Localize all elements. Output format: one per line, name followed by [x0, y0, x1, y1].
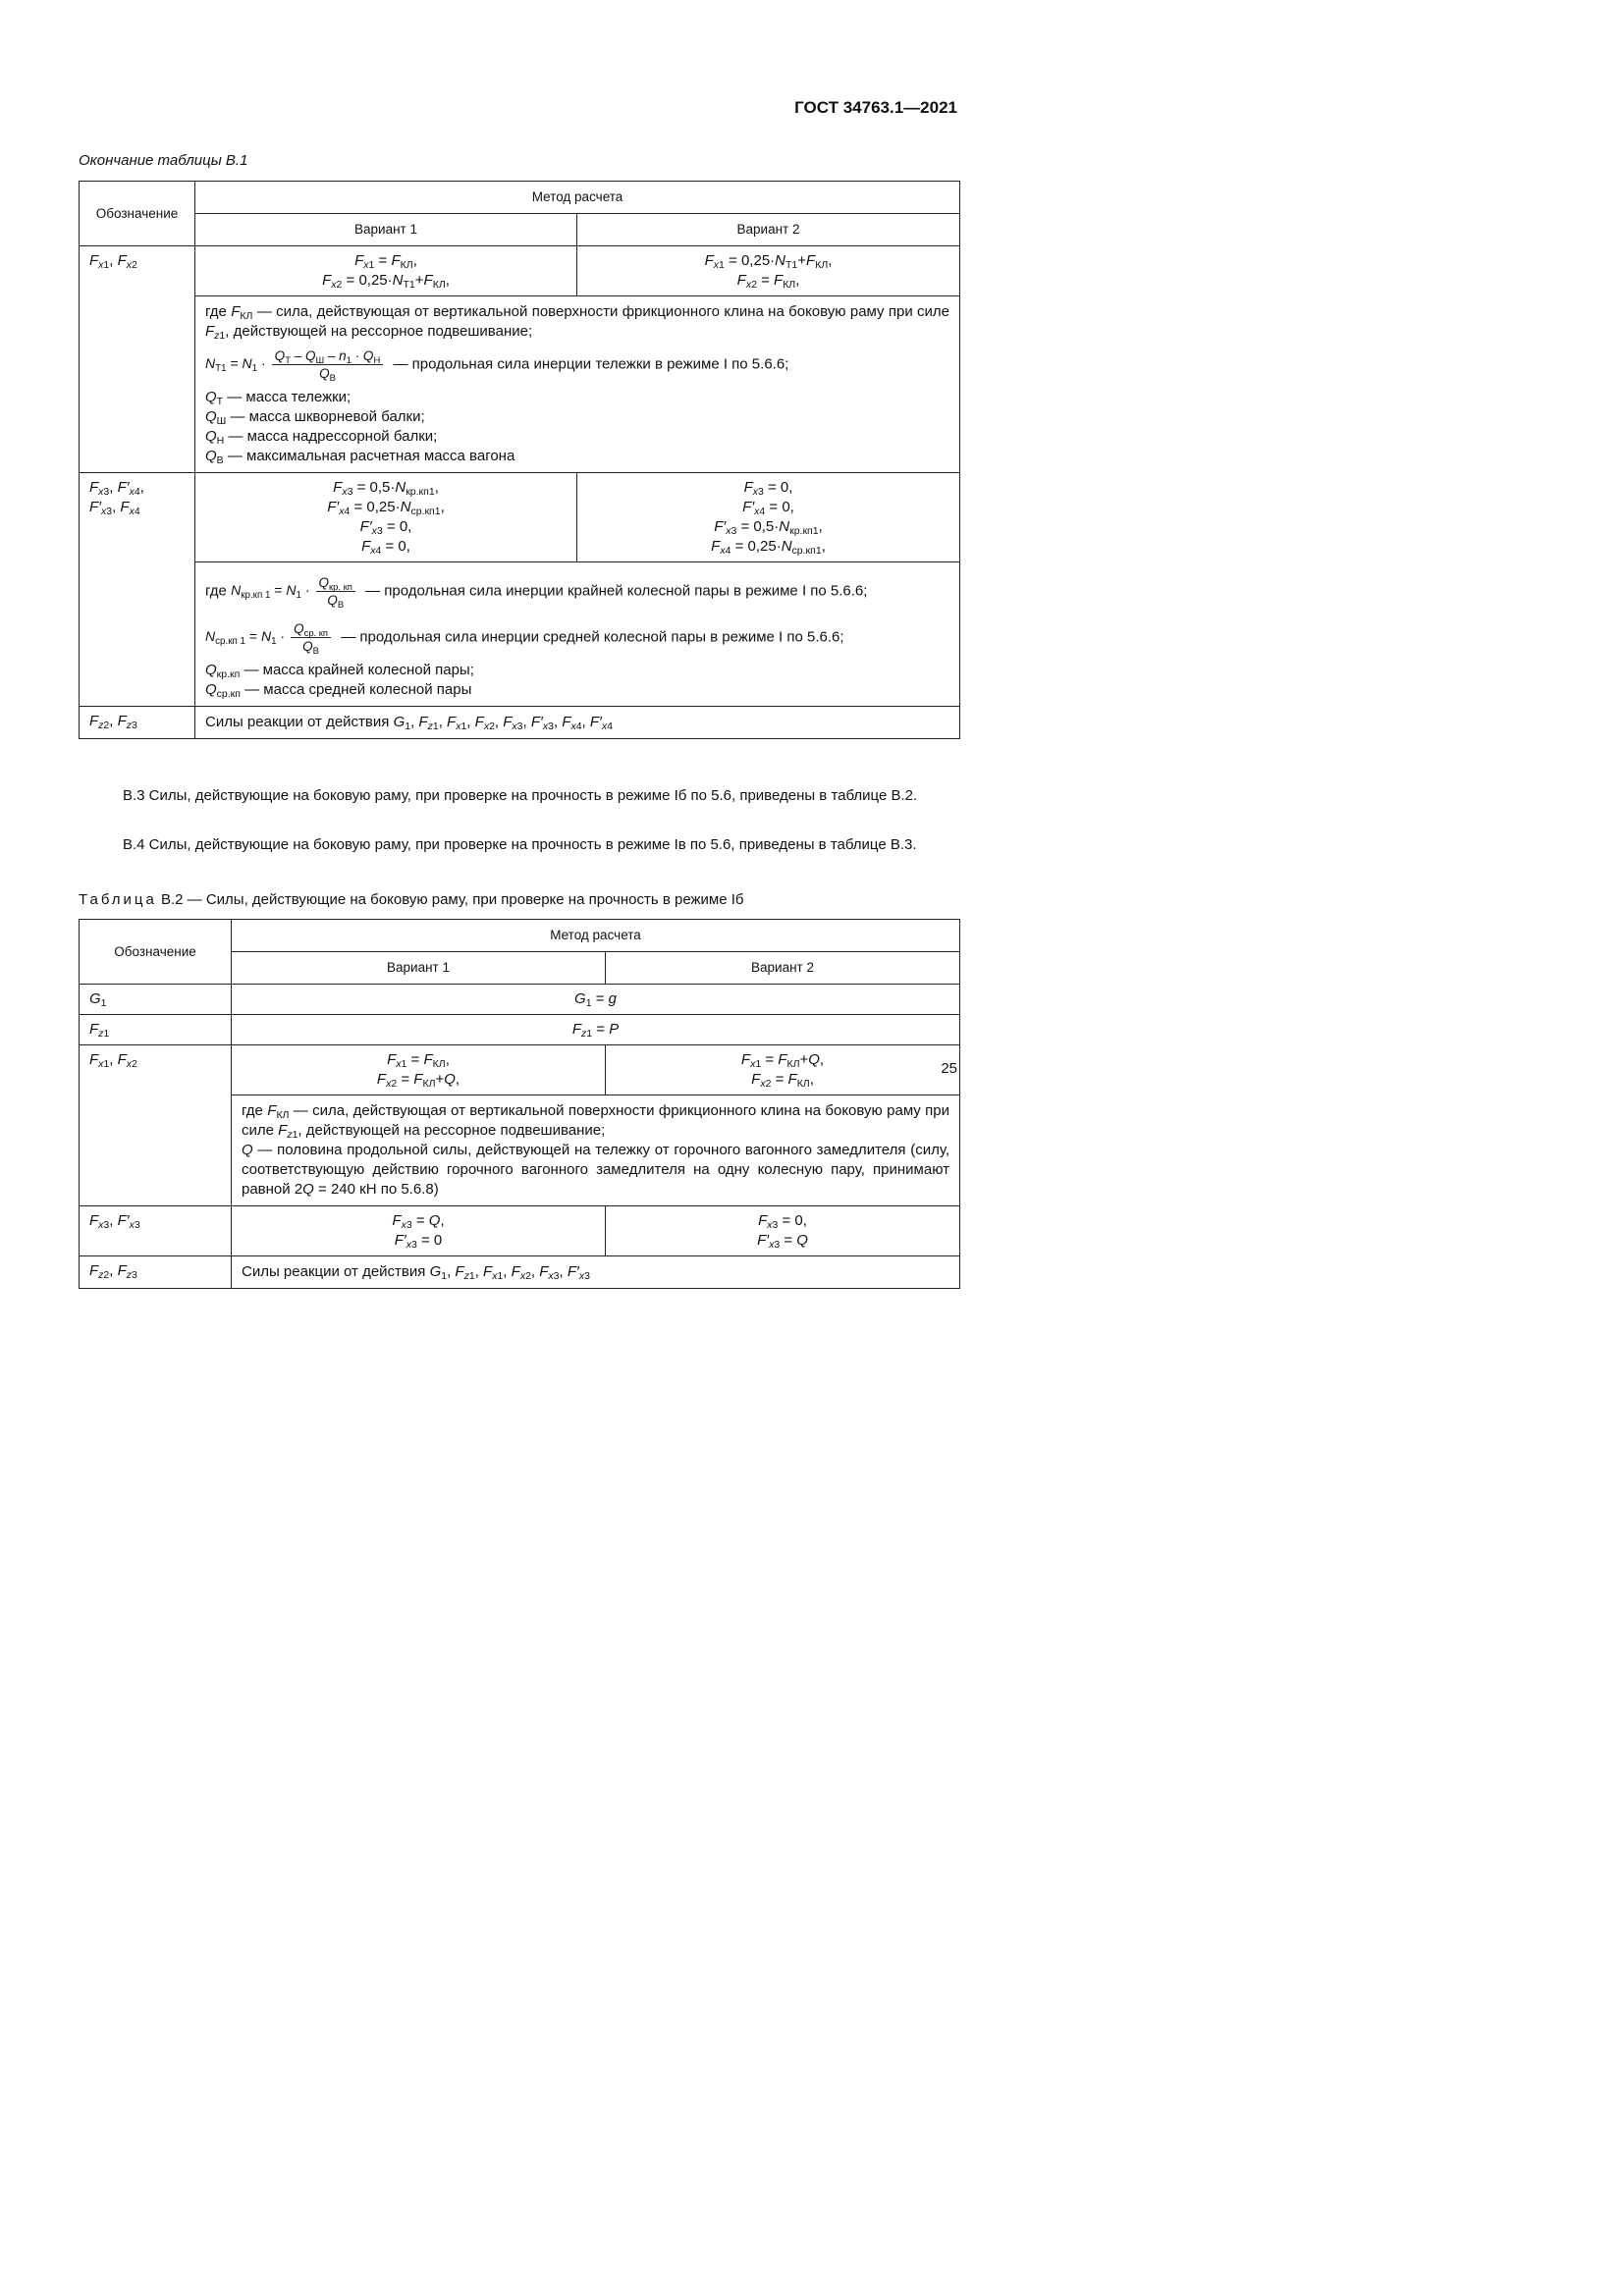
note-fz1-tail: , действующей на рессорное подвешивание;	[298, 1122, 606, 1139]
col-variant1-header: Вариант 1	[232, 952, 606, 985]
designation-cell: $G_1$	[80, 985, 232, 1015]
col-variant2-header: Вариант 2	[606, 952, 960, 985]
note-nt1-desc: — продольная сила инерции тележки в режиме I по 5.6.6;	[393, 355, 789, 373]
variant2-formula: $F_{x1} = F_{КЛ}+Q$, $F_{x2} = F_{КЛ}$,	[606, 1045, 960, 1095]
variant2-formula: $F_{x1} = 0,25\cdot N_{Т1}+F_{КЛ}$, $F_{x2} = F_{КЛ}$,	[577, 246, 960, 296]
table-row	[80, 1206, 960, 1256]
col-variant1-header: Вариант 1	[195, 214, 577, 246]
designation-cell: $F_{z2}$, $F_{z3}$	[80, 707, 195, 739]
table-row	[80, 296, 960, 473]
note-qkr: — масса крайней колесной пары;	[240, 662, 474, 678]
paragraph-b3: В.3 Силы, действующие на боковую раму, при проверке на прочность в режиме Iб по 5.6, приведены в таблице В.2.	[123, 787, 918, 804]
formula-cell: $G_1 = g$	[232, 985, 960, 1015]
note-q-tail: = 240 кН по 5.6.8)	[313, 1181, 439, 1198]
variant1-formula: $F_{x3} = 0,5\cdot N_{кр.кп1}$, $F'_{x4} = 0,25\cdot N_{ср.кп1}$, $F'_{x3} = 0$, $F_{x4} = 0$,	[195, 473, 577, 562]
note-qn: — масса надрессорной балки;	[224, 428, 438, 445]
table-b1	[79, 181, 960, 739]
table-row	[80, 985, 960, 1015]
note-where: где	[205, 582, 227, 600]
designation-cell: $F_{z2}$, $F_{z3}$	[80, 1256, 232, 1289]
note-qsr: — масса средней колесной пары	[240, 681, 472, 698]
designation-cell: $F_{x1}$, $F_{x2}$	[80, 1045, 232, 1206]
reaction-text: Силы реакции от действия	[242, 1263, 430, 1280]
note-fkl-desc: — сила, действующая от вертикальной поверхности фрикционного клина на боковую раму при силе	[242, 1102, 950, 1139]
table-row	[80, 473, 960, 562]
notes-cell: где $N_{кр.кп 1} = N_1$ · $\frac{Q_{кр. кп}}{Q_В}$ — продольная сила инерции крайней колесной пары в режиме I по 5.6.6; $N_{ср.кп 1} = N_1$ · $\frac{Q_{ср. кп}}{Q_В}$ — продольная сила инерции средней колесной пары в режиме I по 5.6.6; $Q_{кр.кп}$ — масса крайней колесной пары; $Q_{ср.кп}$ — масса средней колесной пары	[195, 562, 960, 707]
reaction-cell: Силы реакции от действия $G_1$, $F_{z1}$, $F_{x1}$, $F_{x2}$, $F_{x3}$, $F'_{x3}$, $F_{x4}$, $F'_{x4}$	[195, 707, 960, 739]
variant2-formula: $F_{x3} = 0$, $F'_{x3} = Q$	[606, 1206, 960, 1256]
reaction-cell: Силы реакции от действия $G_1$, $F_{z1}$, $F_{x1}$, $F_{x2}$, $F_{x3}$, $F'_{x3}$	[232, 1256, 960, 1289]
variant1-formula: $F_{x1} = F_{КЛ}$, $F_{x2} = F_{КЛ}+Q$,	[232, 1045, 606, 1095]
col-method-header: Метод расчета	[232, 920, 960, 952]
col-designation-header: Обозначение	[80, 920, 232, 985]
table-continuation-title: Окончание таблицы В.1	[79, 152, 248, 169]
table-row	[80, 1045, 960, 1095]
table-b2	[79, 919, 960, 1289]
designation-cell: $F_{z1}$	[80, 1015, 232, 1045]
note-where: где	[205, 303, 227, 320]
note-q-desc: — половина продольной силы, действующей на тележку от горочного вагонного замедлителя (силу, соответствующую действию горочного вагонного замедлителя на одну колесную пару, принимают равной 2	[242, 1142, 950, 1198]
reaction-text: Силы реакции от действия	[205, 714, 394, 730]
paragraph-b4: В.4 Силы, действующие на боковую раму, при проверке на прочность в режиме Iв по 5.6, приведены в таблице В.3.	[123, 836, 917, 853]
note-fz1-tail: , действующей на рессорное подвешивание;	[225, 323, 533, 340]
note-qsh: — масса шкворневой балки;	[226, 408, 425, 425]
standard-number: ГОСТ 34763.1—2021	[794, 98, 957, 117]
note-nsr-desc: — продольная сила инерции средней колесной пары в режиме I по 5.6.6;	[341, 628, 844, 646]
table-b2-caption	[79, 891, 744, 908]
variant1-formula: $F_{x1} = F_{КЛ}$, $F_{x2} = 0,25\cdot N_{Т1}+F_{КЛ}$,	[195, 246, 577, 296]
note-where: где	[242, 1102, 263, 1119]
col-method-header: Метод расчета	[195, 182, 960, 214]
note-qt: — масса тележки;	[223, 389, 352, 405]
note-nkr-desc: — продольная сила инерции крайней колесной пары в режиме I по 5.6.6;	[365, 582, 868, 600]
variant2-formula: $F_{x3} = 0$, $F'_{x4} = 0$, $F'_{x3} = 0,5\cdot N_{кр.кп1}$, $F_{x4} = 0,25\cdot N_{ср.кп1}$,	[577, 473, 960, 562]
caption-word: Таблица	[79, 891, 157, 908]
note-qv: — максимальная расчетная масса вагона	[223, 448, 515, 464]
notes-cell: где $F_{КЛ}$ — сила, действующая от вертикальной поверхности фрикционного клина на боковую раму при силе $F_{z1}$, действующей на рессорное подвешивание; $N_{Т1} = N_1$ · $\frac{Q_Т - Q_Ш - n_1 \cdot Q_Н}{Q_В}$ — продольная сила инерции тележки в режиме I по 5.6.6; $Q_Т$ — масса тележки; $Q_Ш$ — масса шкворневой балки; $Q_Н$ — масса надрессорной балки; $Q_В$ — максимальная расчетная масса вагона	[195, 296, 960, 473]
designation-cell: $F_{x3}$, $F'_{x3}$	[80, 1206, 232, 1256]
designation-cell: $F_{x3}$, $F'_{x4}$, $F'_{x3}$, $F_{x4}$	[80, 473, 195, 707]
page-number: 25	[941, 1060, 957, 1077]
variant1-formula: $F_{x3} = Q$, $F'_{x3} = 0$	[232, 1206, 606, 1256]
caption-text: В.2 — Силы, действующие на боковую раму, при проверке на прочность в режиме Iб	[156, 891, 744, 908]
table-row	[80, 1015, 960, 1045]
note-fkl-desc: — сила, действующая от вертикальной поверхности фрикционного клина на боковую раму при силе	[252, 303, 950, 320]
table-row	[80, 246, 960, 296]
formula-cell: $F_{z1} = P$	[232, 1015, 960, 1045]
col-designation-header: Обозначение	[80, 182, 195, 246]
table-row	[80, 1256, 960, 1289]
notes-cell: где $F_{КЛ}$ — сила, действующая от вертикальной поверхности фрикционного клина на боковую раму при силе $F_{z1}$, действующей на рессорное подвешивание; Q — половина продольной силы, действующей на тележку от горочного вагонного замедлителя (силу, соответствующую действию горочного вагонного замедлителя на одну колесную пару, принимают равной 2Q = 240 кН по 5.6.8)	[232, 1095, 960, 1206]
table-row	[80, 707, 960, 739]
designation-cell: $F_{x1}$, $F_{x2}$	[80, 246, 195, 473]
table-row	[80, 562, 960, 707]
col-variant2-header: Вариант 2	[577, 214, 960, 246]
